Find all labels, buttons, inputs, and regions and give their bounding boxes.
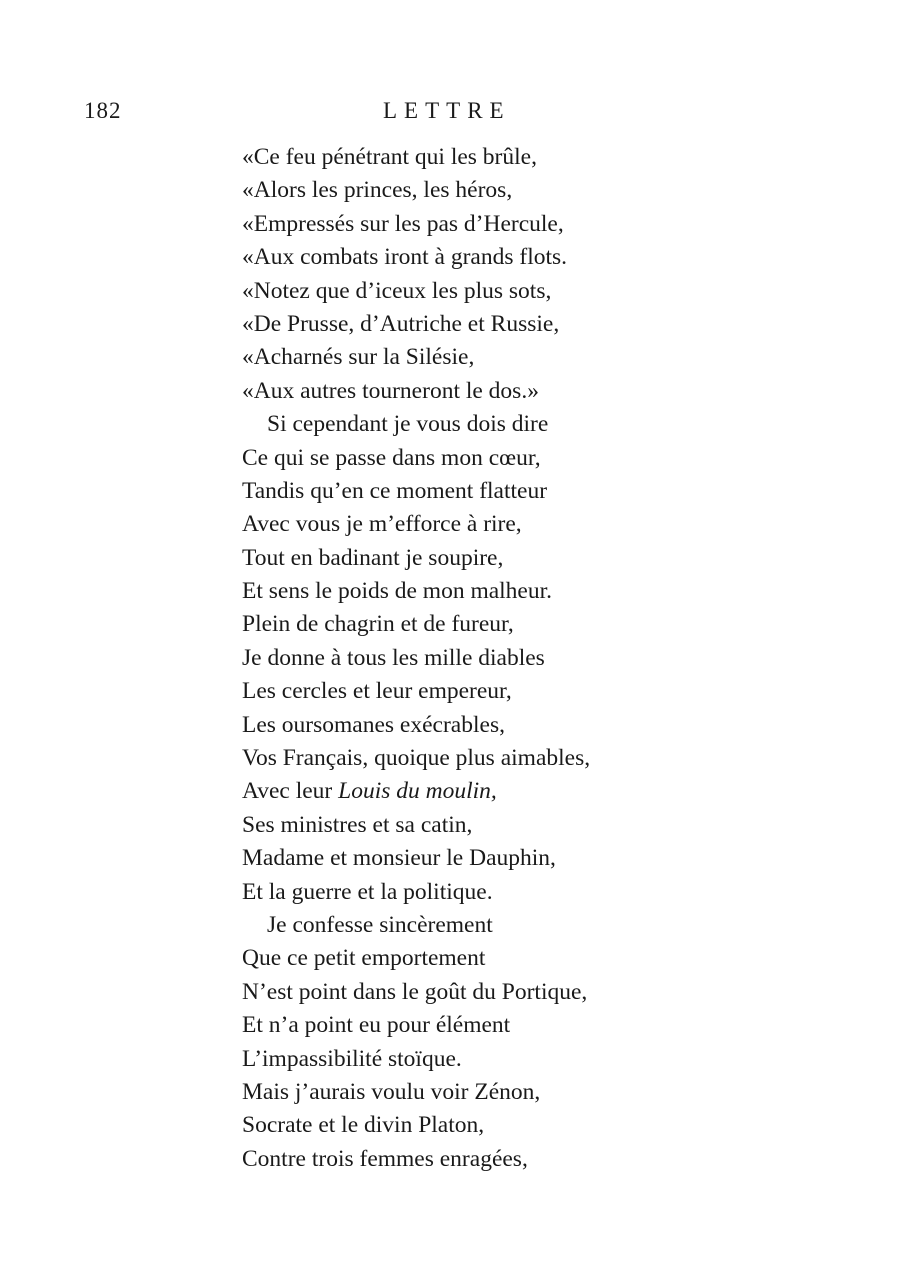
verse-line: Tout en badinant je soupire, (242, 544, 504, 571)
verse-line: Avec leur Louis du moulin, (242, 778, 497, 805)
verse-line: Ce qui se passe dans mon cœur, (242, 444, 541, 471)
verse-line: N’est point dans le goût du Portique, (242, 978, 588, 1005)
verse-line: Vos Français, quoique plus aimables, (242, 745, 591, 772)
verse-line: Les cercles et leur empereur, (242, 678, 512, 705)
verse-line: «Aux combats iront à grands flots. (242, 244, 568, 271)
verse-line: Contre trois femmes enragées, (242, 1145, 528, 1172)
running-head: LETTRE (383, 98, 511, 123)
verse-line: «Acharnés sur la Silésie, (242, 344, 475, 371)
verse-line: L’impassibilité stoïque. (242, 1045, 462, 1072)
page-number: 182 (84, 98, 122, 123)
verse-line-indented: Si cependant je vous dois dire (267, 411, 549, 438)
verse-line: Tandis qu’en ce moment flatteur (242, 477, 548, 504)
verse-line-indented: Je confesse sincèrement (267, 911, 493, 938)
verse-line: Madame et monsieur le Dauphin, (242, 845, 556, 872)
verse-line: Et n’a point eu pour élément (242, 1012, 511, 1039)
verse-line: «Notez que d’iceux les plus sots, (242, 277, 552, 304)
verse-line: Socrate et le divin Platon, (242, 1112, 485, 1139)
italic-phrase: Louis du moulin, (338, 778, 497, 805)
verse-line: Je donne à tous les mille diables (242, 644, 545, 671)
verse-block (242, 141, 862, 1176)
verse-line: Avec vous je m’efforce à rire, (242, 511, 522, 538)
verse-line: «Aux autres tourneront le dos.» (242, 377, 539, 404)
verse-line: Que ce petit emportement (242, 945, 486, 972)
verse-line: Plein de chagrin et de fureur, (242, 611, 514, 638)
verse-line: Mais j’aurais voulu voir Zénon, (242, 1078, 541, 1105)
verse-line: Et la guerre et la politique. (242, 878, 493, 905)
verse-line: Ses ministres et sa catin, (242, 811, 473, 838)
verse-line: Les oursomanes exécrables, (242, 711, 505, 738)
verse-line: Et sens le poids de mon malheur. (242, 578, 553, 605)
verse-line: «De Prusse, d’Autriche et Russie, (242, 310, 560, 337)
verse-line: «Alors les princes, les héros, (242, 177, 513, 204)
verse-line: «Ce feu pénétrant qui les brûle, (242, 144, 537, 170)
verse-line: «Empressés sur les pas d’Hercule, (242, 210, 564, 237)
